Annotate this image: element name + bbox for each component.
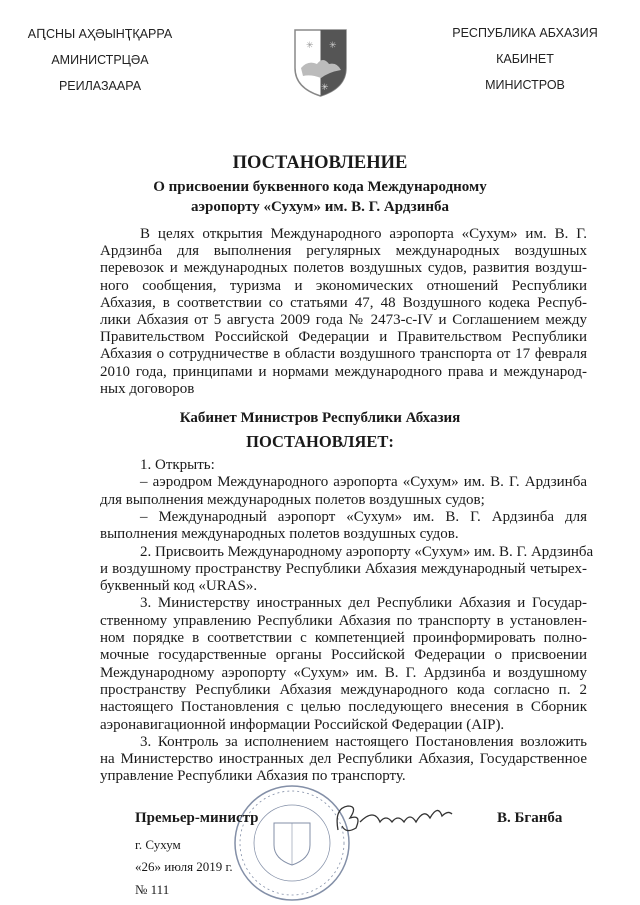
body-line: Международному аэропорту «Сухум» им. В. Г. Ардзинба и воздушному [100, 664, 587, 681]
signatory-name: В. Бганба [497, 810, 563, 826]
preamble-line: ного сообщения, туризма и экономических отношений Республики [100, 277, 587, 294]
header-right [425, 26, 625, 92]
signatory-position: Премьер-министр [135, 810, 259, 826]
preamble-line: перевозок и международных полетов воздушных судов, развития воздуш- [100, 260, 587, 277]
body-line: ственному управлению Республики Абхазия по транспорту в установлен- [100, 612, 587, 629]
body-line: управление Республики Абхазия по транспорту. [100, 768, 406, 785]
signing-city: г. Сухум [135, 837, 181, 852]
preamble-line: Абхазия, в соответствии со статьями 47, 48 Воздушного кодека Респуб- [100, 294, 587, 311]
preamble-line: ных договоров [100, 380, 195, 397]
preamble-line: 2010 года, принципами и нормами международного права и международ- [100, 363, 587, 380]
body-line: – аэродром Международного аэропорта «Сухум» им. В. Г. Ардзинба [140, 474, 587, 491]
header-right-line-3: МИНИСТРОВ [485, 78, 565, 92]
svg-text:✳: ✳ [321, 82, 329, 92]
preamble-line: Ардзинба для выполнения регулярных международных воздушных [100, 243, 587, 260]
body-line: аэронавигационной информации Российской Федерации (AIP). [100, 716, 505, 733]
body-line: 2. Присвоить Международному аэропорту «Сухум» им. В. Г. Ардзинба [140, 543, 594, 560]
preamble-line: Абхазия о сотрудничестве в области воздушного транспорта от 17 февраля [100, 346, 587, 363]
body-line: и воздушному пространству Республики Абхазия международный четырех- [100, 560, 587, 577]
handwritten-signature [330, 800, 465, 840]
body-line: 1. Открыть: [140, 457, 215, 473]
body-line: 3. Министерству иностранных дел Республики Абхазия и Государ- [140, 595, 587, 612]
header-left-line-3: РЕИЛАЗААРА [58, 79, 142, 93]
document-number: № 111 [135, 882, 170, 897]
body-line: буквенный код «URAS». [100, 578, 258, 595]
coat-of-arms-emblem [293, 28, 348, 98]
body-line: на Министерство иностранных дел Республики Абхазия, Государственное [100, 751, 587, 768]
preamble-line: лики Абхазия от 5 августа 2009 года № 2473-с-IV и Соглашением между [100, 312, 587, 328]
document-title: ПОСТАНОВЛЕНИЕ [232, 153, 408, 173]
svg-text:✳: ✳ [329, 40, 337, 50]
body-line: выполнения международных полетов воздушных судов. [100, 526, 459, 543]
body-line: ном порядке в соответствии с компетенцией проинформировать полно- [100, 630, 587, 646]
header-left [0, 26, 200, 93]
subtitle-line-1: О присвоении буквенного кода Международному [153, 179, 487, 195]
preamble-line: Правительством Российской Федерации и Правительством Республики [100, 329, 587, 346]
body-line: – Международный аэропорт «Сухум» им. В. Г. Ардзинба для [140, 508, 587, 525]
preamble-line: В целях открытия Международного аэропорта «Сухум» им. В. Г. [140, 226, 587, 242]
header-left-line-2: АМИНИСТРЦӘА [51, 53, 149, 67]
header-left-line-1: АԤСНЫ АҲӘЫНҬҚАРРА [27, 27, 173, 41]
subtitle-line-2: аэропорту «Сухум» им. В. Г. Ардзинба [191, 199, 449, 215]
body-line: мочные государственные органы Российской Федерации о присвоении [100, 647, 587, 664]
header-right-line-1: РЕСПУБЛИКА АБХАЗИЯ [452, 26, 598, 40]
resolves-heading: ПОСТАНОВЛЯЕТ: [246, 432, 394, 451]
body-line: настоящего Постановления с целью последующего внесения в Сборник [100, 699, 587, 716]
signing-date: «26» июля 2019 г. [135, 859, 233, 874]
issuer: Кабинет Министров Республики Абхазия [179, 410, 461, 426]
header-right-line-2: КАБИНЕТ [496, 52, 554, 66]
body-line: пространству Республики Абхазия международного кода согласно п. 2 [100, 681, 587, 698]
body-line: 3. Контроль за исполнением настоящего Постановления возложить [140, 733, 587, 750]
svg-text:✳: ✳ [306, 40, 314, 50]
body-line: для выполнения международных полетов воздушных судов; [100, 491, 485, 508]
